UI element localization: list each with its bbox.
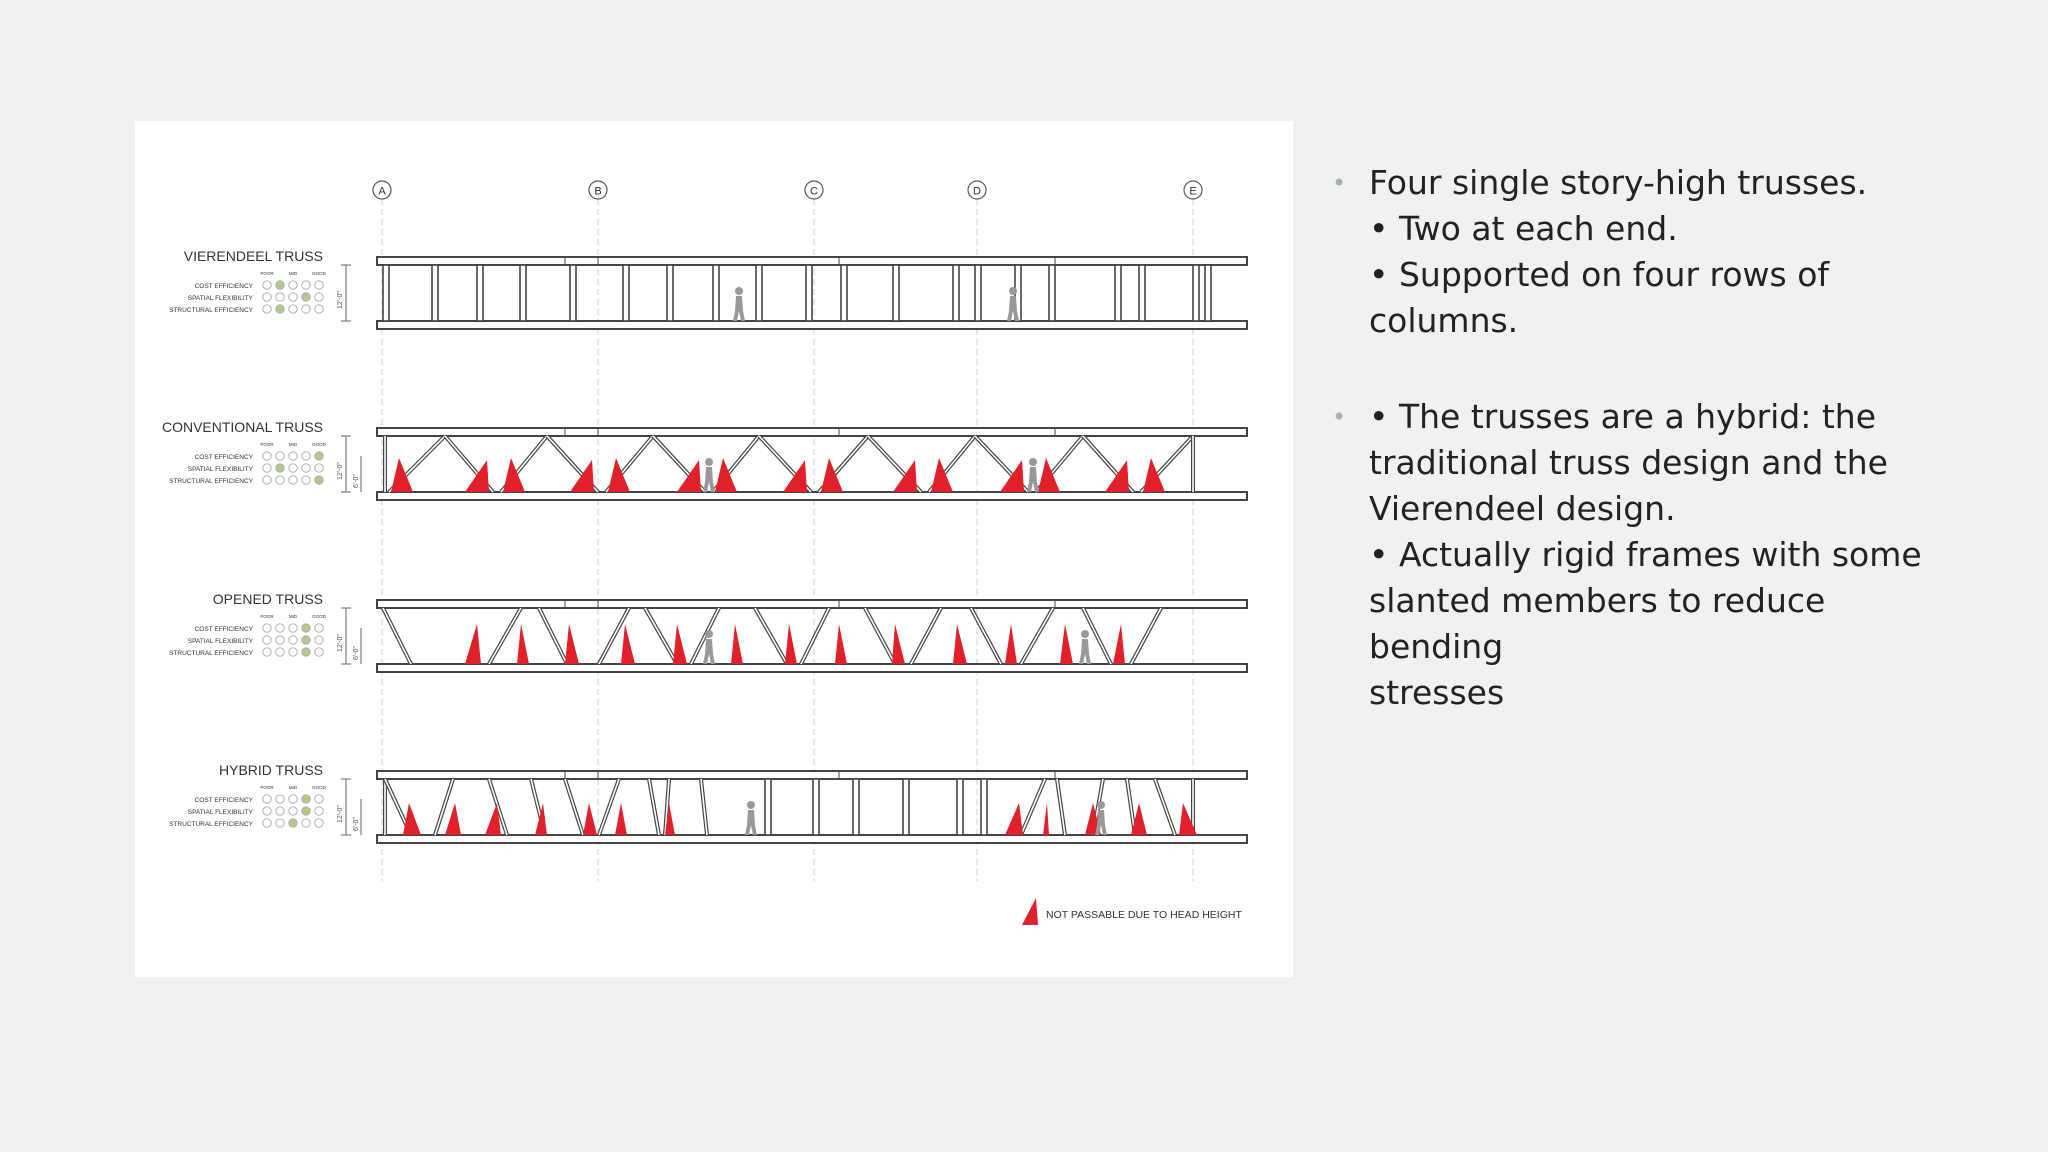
rating-dot — [302, 452, 310, 460]
truss-row-vierendeel — [263, 257, 1247, 329]
criterion-label: STRUCTURAL EFFICIENCY — [169, 307, 253, 314]
rating-header: POOR — [260, 271, 274, 276]
vertical-post — [853, 779, 859, 835]
bullet-line: • Actually rigid frames with some — [1369, 535, 1922, 574]
bullet-paragraph-2 — [1332, 394, 1972, 716]
criterion-label: SPATIAL FLEXIBILITY — [187, 466, 253, 473]
person-body — [1027, 467, 1039, 492]
rating-dot — [289, 281, 297, 289]
vertical-post — [570, 265, 576, 321]
hazard-zone — [731, 624, 743, 664]
vertical-post — [975, 265, 981, 321]
dimension-label: 12'-0" — [337, 462, 344, 480]
rating-dot — [263, 648, 271, 656]
dimension-label: 12'-0" — [337, 291, 344, 309]
legend-label: NOT PASSABLE DUE TO HEAD HEIGHT — [1046, 909, 1242, 921]
truss-row-opened — [263, 600, 1247, 672]
rating-dot — [302, 795, 310, 803]
person-head — [1081, 630, 1089, 638]
rating-dot — [315, 464, 323, 472]
hazard-zone — [892, 624, 905, 664]
hazard-zone — [821, 458, 843, 492]
rating-dot — [276, 464, 284, 472]
top-chord — [377, 257, 1247, 265]
rating-dot — [315, 807, 323, 815]
rating-dot — [289, 464, 297, 472]
rating-dot — [276, 807, 284, 815]
hazard-zone — [503, 458, 525, 492]
hazard-zone — [391, 458, 413, 492]
criterion-label: STRUCTURAL EFFICIENCY — [169, 821, 253, 828]
truss-member-core — [645, 608, 677, 664]
bullet-line: Vierendeel design. — [1369, 489, 1676, 528]
rating-dot — [315, 305, 323, 313]
truss-member-core — [539, 608, 567, 664]
criterion-label: COST EFFICIENCY — [194, 454, 253, 461]
rating-dot — [315, 624, 323, 632]
truss-member-core — [565, 779, 583, 835]
bullet-list — [1332, 160, 1972, 716]
vertical-post — [903, 779, 909, 835]
truss-member-core — [649, 779, 659, 835]
truss-title: CONVENTIONAL TRUSS — [161, 419, 323, 435]
truss-title: HYBRID TRUSS — [219, 762, 323, 778]
vertical-post — [477, 265, 483, 321]
rating-dot — [289, 807, 297, 815]
hazard-zone — [565, 624, 579, 664]
person-head — [1029, 458, 1037, 466]
truss-member-core — [1155, 779, 1175, 835]
bullet-marker: • — [1332, 169, 1347, 197]
truss-member-core — [865, 608, 895, 664]
person-body — [703, 467, 715, 492]
rating-dot — [302, 648, 310, 656]
truss-member-core — [1057, 779, 1065, 835]
rating-dot — [263, 452, 271, 460]
rating-dot — [263, 807, 271, 815]
vertical-post — [806, 265, 812, 321]
rating-dot — [302, 281, 310, 289]
bullet-line: columns. — [1369, 301, 1519, 340]
grid-label: E — [1189, 185, 1197, 198]
rating-dot — [289, 476, 297, 484]
bottom-chord — [377, 664, 1247, 672]
rating-header: POOR — [260, 785, 274, 790]
rating-header: GOOD — [312, 785, 326, 790]
person-body — [1079, 639, 1091, 664]
criterion-label: SPATIAL FLEXIBILITY — [187, 638, 253, 645]
bullet-line: • Two at each end. — [1369, 209, 1678, 248]
person-figure — [733, 287, 745, 321]
bullet-line: • The trusses are a hybrid: the — [1369, 397, 1877, 436]
truss-comparison-figure — [135, 121, 1293, 977]
rating-dot — [315, 795, 323, 803]
rating-dot — [289, 819, 297, 827]
person-head — [747, 801, 755, 809]
rating-dot — [289, 795, 297, 803]
vertical-post — [1193, 265, 1199, 321]
rating-dot — [315, 452, 323, 460]
person-body — [703, 639, 715, 664]
vertical-post — [667, 265, 673, 321]
rating-dot — [302, 636, 310, 644]
hazard-zone — [583, 803, 597, 835]
rating-dot — [289, 636, 297, 644]
rating-dot — [276, 795, 284, 803]
bullet-paragraph-1 — [1332, 160, 1972, 344]
vertical-post — [383, 265, 389, 321]
rating-dot — [289, 624, 297, 632]
hazard-zone — [1113, 624, 1125, 664]
truss-member-core — [1021, 779, 1045, 835]
rating-dot — [315, 636, 323, 644]
hazard-zone — [785, 624, 797, 664]
grid-label: D — [973, 185, 981, 198]
criterion-label: COST EFFICIENCY — [194, 626, 253, 633]
rating-header: GOOD — [312, 271, 326, 276]
dimension-label: 6'-0" — [353, 817, 360, 831]
rating-dot — [276, 281, 284, 289]
vertical-post — [756, 265, 762, 321]
vertical-post — [713, 265, 719, 321]
rating-dot — [276, 636, 284, 644]
hazard-zone — [465, 624, 481, 664]
top-chord — [377, 600, 1247, 608]
rating-dot — [302, 819, 310, 827]
person-head — [1097, 801, 1105, 809]
person-head — [1009, 287, 1017, 295]
grid-label: A — [378, 185, 386, 198]
rating-dot — [315, 476, 323, 484]
hazard-zone — [445, 803, 461, 835]
rating-dot — [263, 293, 271, 301]
vertical-post — [981, 779, 987, 835]
vertical-post — [893, 265, 899, 321]
vertical-post — [1205, 265, 1211, 321]
legend-hazard-swatch — [1022, 898, 1038, 925]
criterion-label: STRUCTURAL EFFICIENCY — [169, 650, 253, 657]
vertical-post — [432, 265, 438, 321]
rating-dot — [263, 819, 271, 827]
truss-member-core — [971, 608, 1001, 664]
hazard-zone — [615, 803, 627, 835]
person-head — [705, 458, 713, 466]
dimension-label: 6'-0" — [353, 474, 360, 488]
truss-title: VIERENDEEL TRUSS — [183, 248, 323, 264]
truss-member-core — [489, 608, 521, 664]
rating-dot — [289, 648, 297, 656]
criterion-label: STRUCTURAL EFFICIENCY — [169, 478, 253, 485]
rating-dot — [276, 648, 284, 656]
rating-dot — [315, 819, 323, 827]
hazard-zone — [715, 458, 737, 492]
hazard-zone — [1143, 458, 1165, 492]
truss-member-core — [599, 779, 619, 835]
rating-dot — [263, 636, 271, 644]
hazard-zone — [1005, 624, 1017, 664]
rating-dot — [302, 624, 310, 632]
truss-member-core — [801, 608, 829, 664]
truss-member-core — [383, 608, 411, 664]
rating-dot — [276, 624, 284, 632]
rating-dot — [315, 648, 323, 656]
bullet-line: Four single story-high trusses. — [1369, 163, 1868, 202]
criterion-label: COST EFFICIENCY — [194, 283, 253, 290]
grid-label: B — [594, 185, 602, 198]
vertical-post — [841, 265, 847, 321]
bottom-chord — [377, 835, 1247, 843]
rating-header: MID — [288, 271, 298, 276]
vertical-post — [623, 265, 629, 321]
hazard-zone — [931, 458, 953, 492]
bullet-line: bending — [1369, 627, 1504, 666]
rating-header: MID — [288, 785, 298, 790]
rating-dot — [263, 476, 271, 484]
rating-dot — [263, 795, 271, 803]
bullet-line: stresses — [1369, 673, 1505, 712]
rating-header: POOR — [260, 442, 274, 447]
person-head — [705, 630, 713, 638]
vertical-post — [953, 265, 959, 321]
vertical-post — [957, 779, 963, 835]
rating-dot — [302, 476, 310, 484]
rating-dot — [276, 305, 284, 313]
bullet-line: traditional truss design and the — [1369, 443, 1888, 482]
truss-diagram — [135, 121, 1293, 977]
rating-dot — [263, 464, 271, 472]
vertical-post — [1049, 265, 1055, 321]
person-body — [745, 810, 757, 835]
vertical-post — [765, 779, 771, 835]
truss-row-hybrid — [263, 771, 1247, 843]
hazard-zone — [835, 624, 847, 664]
rating-dot — [276, 819, 284, 827]
bullet-line: • Supported on four rows of — [1369, 255, 1830, 294]
bottom-chord — [377, 321, 1247, 329]
rating-dot — [289, 293, 297, 301]
grid-label: C — [810, 185, 818, 198]
vertical-post — [1115, 265, 1121, 321]
person-figure — [745, 801, 757, 835]
person-figure — [1079, 630, 1091, 664]
hazard-zone — [1038, 458, 1060, 492]
criterion-label: SPATIAL FLEXIBILITY — [187, 809, 253, 816]
dimension-label: 12'-0" — [337, 634, 344, 652]
rating-dot — [289, 452, 297, 460]
rating-dot — [302, 305, 310, 313]
rating-dot — [315, 281, 323, 289]
rating-dot — [263, 281, 271, 289]
criterion-label: COST EFFICIENCY — [194, 797, 253, 804]
rating-dot — [289, 305, 297, 313]
vertical-post — [813, 779, 819, 835]
bullet-marker: • — [1332, 403, 1347, 431]
hazard-zone — [673, 624, 687, 664]
truss-row-conventional — [263, 428, 1247, 500]
bottom-chord — [377, 492, 1247, 500]
vertical-post — [1139, 265, 1145, 321]
rating-header: MID — [288, 614, 298, 619]
truss-member-core — [755, 608, 787, 664]
dimension-label: 12'-0" — [337, 805, 344, 823]
top-chord — [377, 771, 1247, 779]
rating-dot — [276, 293, 284, 301]
person-body — [733, 296, 745, 321]
rating-dot — [302, 293, 310, 301]
criterion-label: SPATIAL FLEXIBILITY — [187, 295, 253, 302]
rating-header: GOOD — [312, 442, 326, 447]
person-head — [735, 287, 743, 295]
rating-header: MID — [288, 442, 298, 447]
hazard-zone — [953, 624, 967, 664]
hazard-zone — [1005, 803, 1023, 835]
dimension-label: 6'-0" — [353, 646, 360, 660]
hazard-zone — [608, 458, 630, 492]
hazard-zone — [1060, 624, 1073, 664]
truss-title: OPENED TRUSS — [212, 591, 323, 607]
truss-member-core — [1131, 608, 1161, 664]
rating-dot — [315, 293, 323, 301]
person-figure — [703, 458, 715, 492]
rating-dot — [263, 624, 271, 632]
rating-dot — [276, 452, 284, 460]
rating-dot — [302, 807, 310, 815]
truss-member-core — [911, 608, 941, 664]
truss-member-core — [701, 779, 707, 835]
person-figure — [1027, 458, 1039, 492]
rating-header: POOR — [260, 614, 274, 619]
top-chord — [377, 428, 1247, 436]
rating-dot — [276, 476, 284, 484]
truss-member-core — [1021, 608, 1053, 664]
rating-dot — [302, 464, 310, 472]
rating-dot — [263, 305, 271, 313]
vertical-post — [520, 265, 526, 321]
bullet-line: slanted members to reduce — [1369, 581, 1826, 620]
hazard-zone — [517, 624, 529, 664]
hazard-zone — [621, 624, 635, 664]
hazard-zone — [1043, 803, 1049, 835]
rating-header: GOOD — [312, 614, 326, 619]
